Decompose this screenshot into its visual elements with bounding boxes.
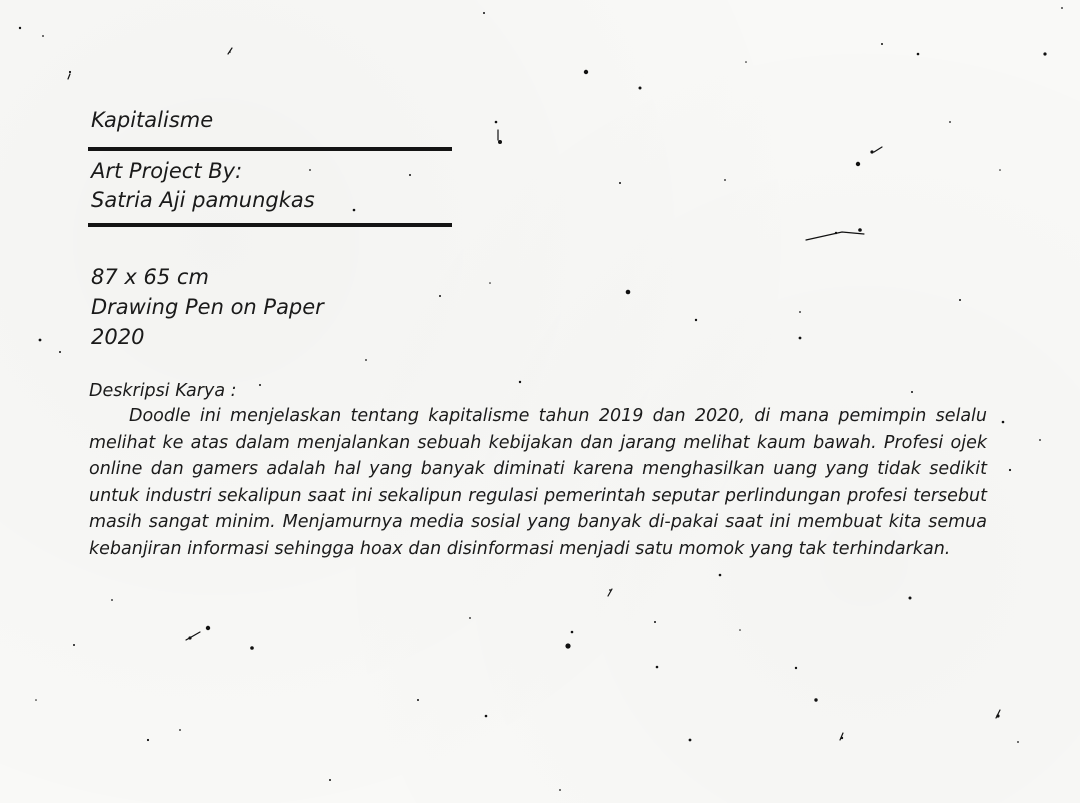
divider-rule-bottom <box>88 223 452 227</box>
artwork-title: Kapitalisme <box>91 108 214 132</box>
divider-rule-top <box>88 147 452 151</box>
description-body: Doodle ini menjelaskan tentang kapitalisme tahun 2019 dan 2020, di mana pemimpin selalu melihat ke atas dalam menjalankan sebuah kebijakan dan jarang melihat kaum bawah. Profesi ojek online dan gamers adalah hal yang banyak diminati karena menghasilkan uang yang tidak sedikit untuk industri sekalipun saat ini sekalipun regulasi pemerintah seputar perlindungan profesi tersebut masih sangat minim. Menjamurnya media sosial yang banyak di-pakai saat ini membuat kita semua kebanjiran informasi sehingga hoax dan disinformasi menjadi satu momok yang tak terhindarkan. <box>89 406 987 559</box>
artist-credit <box>91 157 315 215</box>
credit-label: Art Project By: <box>91 159 243 183</box>
artwork-specs <box>91 262 324 352</box>
artwork-medium: Drawing Pen on Paper <box>91 295 324 319</box>
artist-name: Satria Aji pamungkas <box>91 188 315 212</box>
artwork-dimensions: 87 x 65 cm <box>91 265 209 289</box>
description-heading: Deskripsi Karya : <box>89 381 237 401</box>
artwork-year: 2020 <box>91 325 145 349</box>
